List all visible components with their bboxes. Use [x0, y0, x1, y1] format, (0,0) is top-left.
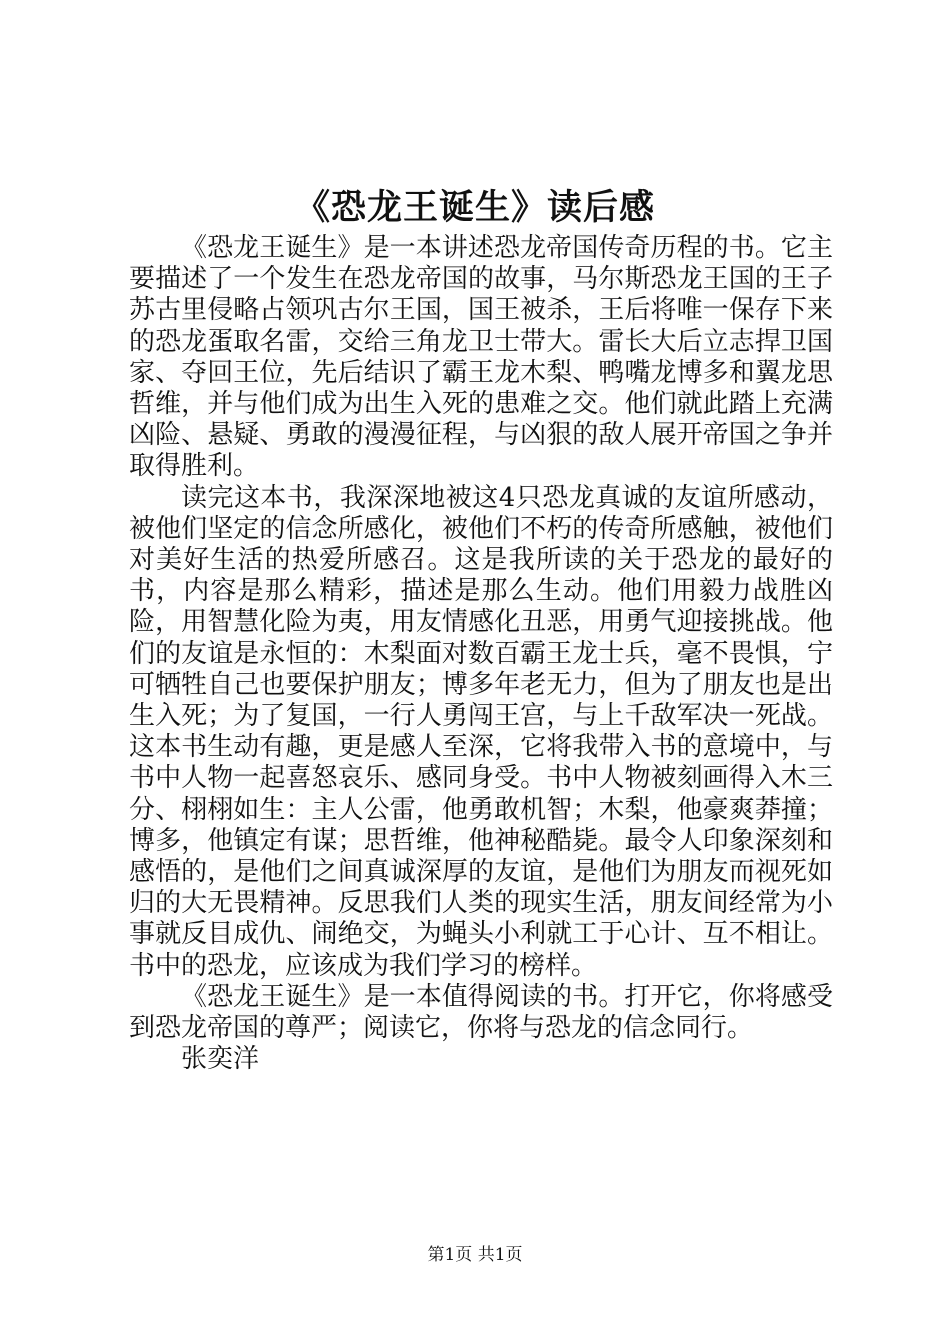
author-signature: 张奕洋 [181, 1044, 260, 1075]
document-title: 《恐龙王诞生》读后感 [294, 187, 655, 228]
paragraph-reflection: 读完这本书，我深深地被这4只恐龙真诚的友谊所感动，被他们坚定的信念所感化，被他们不朽的传奇所感触，被他们对美好生活的热爱所感召。这是我所读的关于恐龙的最好的书，内容是那么精彩，描述是那么生动。他们用毅力战胜凶险，用智慧化险为夷，用友情感化丑恶，用勇气迎接挑战。他们的友谊是永恒的：木梨面对数百霸王龙士兵，毫不畏惧，宁可牺牲自己也要保护朋友；博多年老无力，但为了朋友也是出生入死；为了复国，一行人勇闯王宫，与上千敌军决一死战。这本书生动有趣，更是感人至深，它将我带入书的意境中，与书中人物一起喜怒哀乐、感同身受。书中人物被刻画得入木三分、栩栩如生：主人公雷，他勇敢机智；木梨，他豪爽莽撞；博多，他镇定有谋；思哲维，他神秘酷毙。最令人印象深刻和感悟的，是他们之间真诚深厚的友谊，是他们为朋友而视死如归的大无畏精神。反思我们人类的现实生活，朋友间经常为小事就反目成仇、闹绝交，为蝇头小利就工于心计、互不相让。书中的恐龙，应该成为我们学习的榜样。 [129, 482, 833, 981]
paragraph-summary: 《恐龙王诞生》是一本讲述恐龙帝国传奇历程的书。它主要描述了一个发生在恐龙帝国的故事，马尔斯恐龙王国的王子苏古里侵略占领巩古尔王国，国王被杀，王后将唯一保存下来的恐龙蛋取名雷，交给三角龙卫士带大。雷长大后立志捍卫国家、夺回王位，先后结识了霸王龙木梨、鸭嘴龙博多和翼龙思哲维，并与他们成为出生入死的患难之交。他们就此踏上充满凶险、悬疑、勇敢的漫漫征程，与凶狠的敌人展开帝国之争并取得胜利。 [129, 233, 833, 482]
page-footer: 第1页 共1页 [427, 1245, 523, 1265]
document-body [129, 233, 833, 1075]
paragraph-conclusion: 《恐龙王诞生》是一本值得阅读的书。打开它，你将感受到恐龙帝国的尊严；阅读它，你将与恐龙的信念同行。 [129, 981, 833, 1044]
